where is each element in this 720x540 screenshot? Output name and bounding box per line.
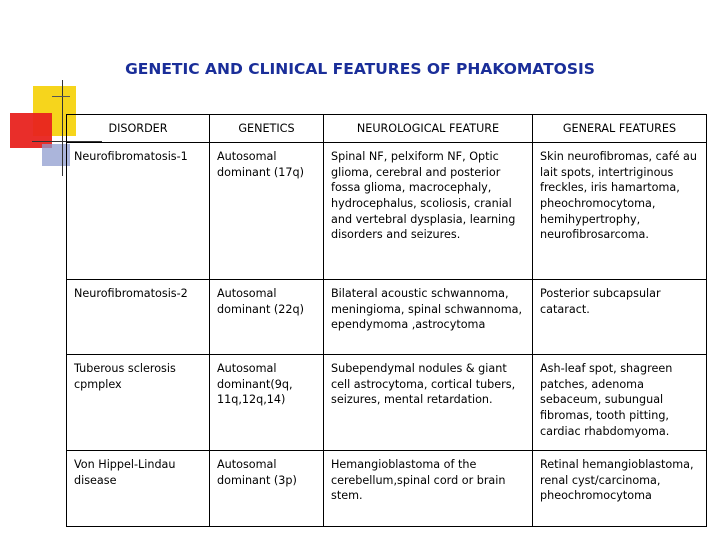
header-disorder: DISORDER <box>67 115 210 143</box>
slide-title: GENETIC AND CLINICAL FEATURES OF PHAKOMATOSIS <box>125 60 595 78</box>
cell-general-features: Skin neurofibromas, café au lait spots, intertriginous freckles, iris hamartoma, pheochromocytoma, hemihypertrophy, neurofibrosarcoma. <box>533 143 707 280</box>
features-table <box>66 114 707 527</box>
cell-genetics: Autosomal dominant (17q) <box>210 143 324 280</box>
cell-genetics: Autosomal dominant(9q, 11q,12q,14) <box>210 355 324 451</box>
cell-neurological-feature: Hemangioblastoma of the cerebellum,spinal cord or brain stem. <box>324 451 533 527</box>
cell-general-features: Posterior subcapsular cataract. <box>533 280 707 355</box>
header-neurological-feature: NEUROLOGICAL FEATURE <box>324 115 533 143</box>
table-row <box>67 355 707 451</box>
cell-disorder: Neurofibromatosis-2 <box>67 280 210 355</box>
table-row <box>67 451 707 527</box>
table-header-row <box>67 115 707 143</box>
table-row <box>67 280 707 355</box>
cell-neurological-feature: Subependymal nodules & giant cell astrocytoma, cortical tubers, seizures, mental retardation. <box>324 355 533 451</box>
decorative-vertical-line <box>62 80 63 176</box>
decorative-red-square <box>10 113 52 148</box>
cell-general-features: Retinal hemangioblastoma, renal cyst/carcinoma, pheochromocytoma <box>533 451 707 527</box>
cell-disorder: Von Hippel-Lindau disease <box>67 451 210 527</box>
header-genetics: GENETICS <box>210 115 324 143</box>
table-row <box>67 143 707 280</box>
cell-neurological-feature: Bilateral acoustic schwannoma, meningioma, spinal schwannoma, ependymoma ,astrocytoma <box>324 280 533 355</box>
cell-neurological-feature: Spinal NF, pelxiform NF, Optic glioma, cerebral and posterior fossa glioma, macrocephaly, hydrocephalus, scoliosis, cranial and vertebral dysplasia, learning disorders and seizures. <box>324 143 533 280</box>
decorative-horizontal-line-short <box>52 96 70 97</box>
cell-general-features: Ash-leaf spot, shagreen patches, adenoma sebaceum, subungual fibromas, tooth pitting, cardiac rhabdomyoma. <box>533 355 707 451</box>
cell-disorder: Neurofibromatosis-1 <box>67 143 210 280</box>
cell-genetics: Autosomal dominant (3p) <box>210 451 324 527</box>
header-general-features: GENERAL FEATURES <box>533 115 707 143</box>
cell-disorder: Tuberous sclerosis cpmplex <box>67 355 210 451</box>
cell-genetics: Autosomal dominant (22q) <box>210 280 324 355</box>
